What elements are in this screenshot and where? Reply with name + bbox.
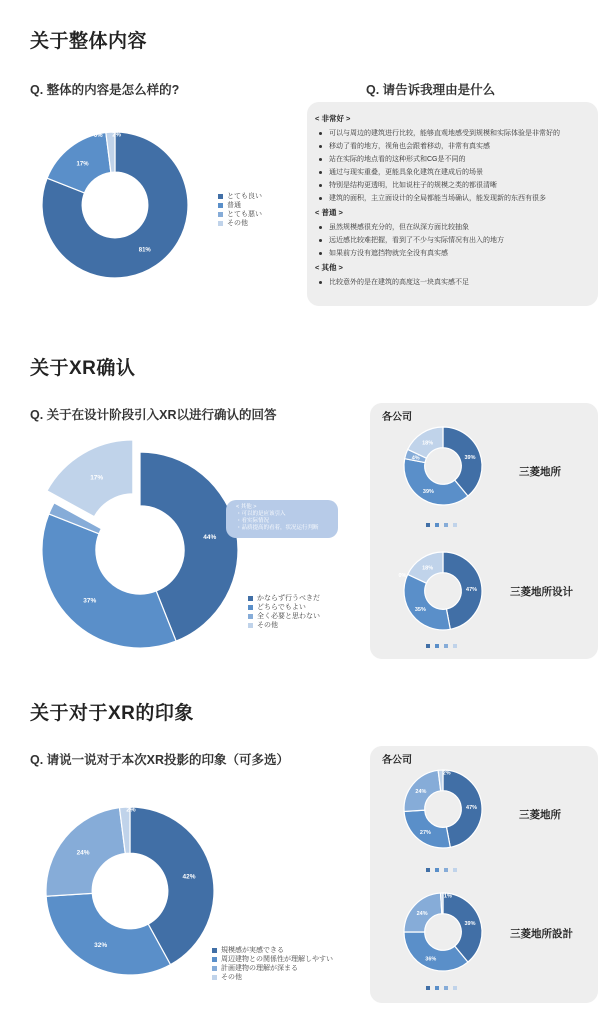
impression-company1-label: 三菱地所 bbox=[519, 809, 561, 821]
legend-item bbox=[212, 946, 333, 955]
legend-dot bbox=[444, 644, 448, 648]
legend-dot bbox=[453, 868, 457, 872]
slice-label: 0% bbox=[398, 573, 407, 580]
impression-panel-title: 各公司 bbox=[382, 755, 412, 766]
xr-company1-label: 三菱地所 bbox=[519, 466, 561, 478]
legend-swatch bbox=[212, 948, 217, 953]
reason-item: 比较意外的是在建筑的高度这一块真实感不足 bbox=[315, 276, 595, 289]
reason-item: 站在实际的地点看的这种形式和CG是不同的 bbox=[315, 153, 595, 166]
legend-swatch bbox=[218, 221, 223, 226]
legend-label: 周辺建物との関係性が理解しやすい bbox=[221, 956, 333, 963]
slice-label: 2% bbox=[112, 132, 121, 139]
legend-label: とても悪い bbox=[227, 211, 262, 218]
reason-other-header: < 其他 > bbox=[315, 263, 343, 272]
slice-label: 24% bbox=[416, 910, 428, 917]
slice-label: 27% bbox=[419, 830, 431, 837]
xr-company1-legend-dots bbox=[426, 523, 457, 527]
donut-slice-2 bbox=[42, 514, 176, 648]
reason-item: 建筑的面积，主立面设计的全局都能当场确认，能发现新的东西有很多 bbox=[315, 192, 595, 205]
donut-slice-2 bbox=[404, 810, 450, 848]
reason-item: 特别是结构更透明，比如说柱子的规模之类的都很清晰 bbox=[315, 179, 595, 192]
xr-company-panel bbox=[370, 403, 598, 659]
legend-swatch bbox=[248, 614, 253, 619]
other-callout bbox=[226, 500, 338, 538]
slice-label: 39% bbox=[422, 489, 434, 496]
legend-item bbox=[218, 219, 262, 228]
legend-dot bbox=[426, 868, 430, 872]
reason-normal-list bbox=[315, 221, 595, 260]
slice-label: 2% bbox=[442, 770, 451, 777]
legend-swatch bbox=[248, 605, 253, 610]
reason-item: 远近感比较难把握，看到了不少与实际情况有出入的地方 bbox=[315, 234, 595, 247]
slice-label: 44% bbox=[203, 534, 217, 542]
legend-dot bbox=[435, 644, 439, 648]
legend-swatch bbox=[212, 957, 217, 962]
legend-swatch bbox=[218, 194, 223, 199]
legend-dot bbox=[453, 644, 457, 648]
xr-confirm-legend bbox=[248, 594, 320, 630]
reason-item: 如果前方没有遮挡物就完全没有真实感 bbox=[315, 247, 595, 260]
legend-dot bbox=[435, 986, 439, 990]
legend-label: 全く必要と思わない bbox=[257, 613, 320, 620]
legend-dot bbox=[453, 523, 457, 527]
legend-item bbox=[212, 973, 333, 982]
slice-label: 4% bbox=[411, 455, 420, 462]
section3-question: Q. 请说一说对于本次XR投影的印象（可多选） bbox=[30, 753, 290, 767]
xr-confirm-donut-chart bbox=[40, 450, 240, 650]
legend-label: 計画建物の理解が深まる bbox=[221, 965, 298, 972]
callout-line: ・可以的是应该引入 bbox=[236, 511, 286, 517]
slice-label: 2% bbox=[41, 506, 51, 514]
legend-dot bbox=[435, 868, 439, 872]
legend-dot bbox=[453, 986, 457, 990]
legend-label: 普通 bbox=[227, 202, 241, 209]
overall-donut-chart bbox=[40, 130, 190, 280]
legend-swatch bbox=[212, 975, 217, 980]
overall-legend bbox=[218, 192, 262, 228]
section1-question-overall: Q. 整体的内容是怎么样的? bbox=[30, 83, 180, 97]
reason-panel bbox=[307, 102, 598, 306]
slice-label: 17% bbox=[90, 474, 104, 482]
section2-question: Q. 关于在设计阶段引入XR以进行确认的回答 bbox=[30, 408, 277, 422]
slice-label: 37% bbox=[83, 597, 97, 605]
impression-company2-donut bbox=[402, 891, 484, 973]
legend-item bbox=[218, 192, 262, 201]
impression-company2-legend-dots bbox=[426, 986, 457, 990]
impression-company1-legend-dots bbox=[426, 868, 457, 872]
legend-dot bbox=[444, 523, 448, 527]
legend-label: どちらでもよい bbox=[257, 604, 306, 611]
reason-item: 移动了看的地方，视角也会跟着移动，非常有真实感 bbox=[315, 140, 595, 153]
legend-swatch bbox=[218, 212, 223, 217]
slice-label: 36% bbox=[425, 956, 437, 963]
legend-dot bbox=[435, 523, 439, 527]
legend-label: とても良い bbox=[227, 193, 262, 200]
legend-item bbox=[248, 612, 320, 621]
impression-donut-chart bbox=[44, 805, 216, 977]
legend-swatch bbox=[248, 596, 253, 601]
legend-label: 規模感が実感できる bbox=[221, 947, 284, 954]
reason-normal-header: < 普通 > bbox=[315, 208, 343, 217]
legend-label: その他 bbox=[227, 220, 248, 227]
slice-label: 1% bbox=[443, 893, 452, 900]
legend-item bbox=[218, 201, 262, 210]
callout-line: ・看实际情况 bbox=[236, 518, 270, 524]
legend-dot bbox=[426, 644, 430, 648]
slice-label: 2% bbox=[126, 806, 136, 814]
legend-item bbox=[218, 210, 262, 219]
xr-company1-donut bbox=[402, 425, 484, 507]
legend-swatch bbox=[212, 966, 217, 971]
slice-label: 81% bbox=[138, 247, 151, 254]
impression-company1-donut bbox=[402, 768, 484, 850]
legend-label: かならず行うべきだ bbox=[257, 595, 320, 602]
legend-swatch bbox=[248, 623, 253, 628]
legend-item bbox=[248, 621, 320, 630]
legend-item bbox=[248, 603, 320, 612]
legend-dot bbox=[426, 523, 430, 527]
legend-item bbox=[212, 955, 333, 964]
impression-company2-label: 三菱地所設計 bbox=[510, 928, 573, 940]
xr-company2-donut bbox=[398, 550, 484, 632]
legend-swatch bbox=[218, 203, 223, 208]
slice-label: 42% bbox=[182, 873, 196, 881]
xr-panel-title: 各公司 bbox=[382, 412, 412, 423]
donut-slice-2 bbox=[46, 893, 170, 975]
donut-slice-2 bbox=[404, 932, 468, 971]
legend-label: その他 bbox=[257, 622, 278, 629]
slice-label: 0% bbox=[93, 133, 103, 140]
xr-company2-legend-dots bbox=[426, 644, 457, 648]
reason-item: 通过与现实重叠，更能具象化建筑在建成后的场景 bbox=[315, 166, 595, 179]
section3-title: 关于对于XR的印象 bbox=[30, 703, 194, 724]
reason-good-list bbox=[315, 127, 595, 205]
slice-label: 47% bbox=[466, 804, 478, 811]
legend-item bbox=[248, 594, 320, 603]
slice-label: 47% bbox=[466, 586, 478, 593]
impression-company-panel bbox=[370, 746, 598, 1003]
reason-good-header: < 非常好 > bbox=[315, 114, 351, 123]
legend-dot bbox=[444, 986, 448, 990]
legend-dot bbox=[444, 868, 448, 872]
impression-legend bbox=[212, 946, 333, 982]
section1-question-reason: Q. 请告诉我理由是什么 bbox=[366, 83, 496, 97]
reason-item: 虽然规模感很充分的，但在纵深方面比较抽象 bbox=[315, 221, 595, 234]
legend-label: その他 bbox=[221, 974, 242, 981]
slice-label: 39% bbox=[464, 454, 476, 461]
reason-item: 可以与周边的建筑进行比较，能够直观地感受到规模和实际体验是非常好的 bbox=[315, 127, 595, 140]
slice-label: 39% bbox=[464, 920, 476, 927]
slice-label: 17% bbox=[76, 161, 89, 168]
slice-label: 32% bbox=[94, 941, 108, 949]
section1-title: 关于整体内容 bbox=[30, 31, 148, 52]
slice-label: 18% bbox=[422, 565, 434, 572]
callout-title: < 其他 > bbox=[236, 504, 257, 510]
callout-line: ・品质提高的看着，状况运行判断 bbox=[236, 525, 319, 531]
slice-label: 24% bbox=[415, 789, 427, 796]
legend-dot bbox=[426, 986, 430, 990]
section2-title: 关于XR确认 bbox=[30, 358, 136, 379]
slice-label: 24% bbox=[76, 849, 90, 857]
slice-label: 18% bbox=[422, 440, 434, 447]
reason-other-list bbox=[315, 276, 595, 289]
slice-label: 35% bbox=[414, 607, 426, 614]
xr-company2-label: 三菱地所设计 bbox=[510, 586, 573, 598]
legend-item bbox=[212, 964, 333, 973]
